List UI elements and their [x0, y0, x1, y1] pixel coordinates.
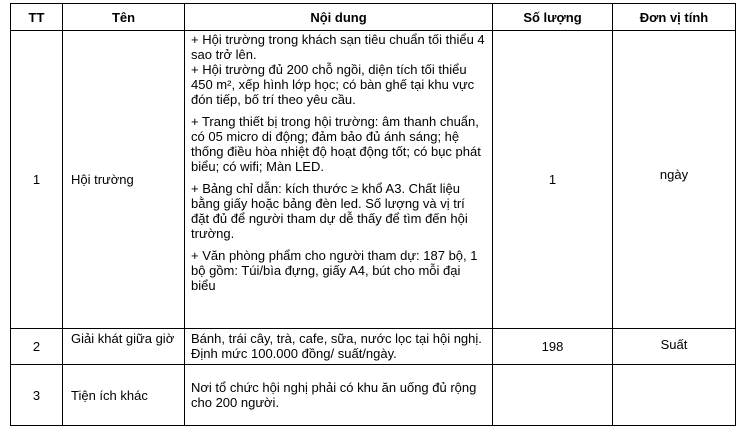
- table-row: [11, 365, 736, 426]
- content-paragraph: + Văn phòng phẩm cho người tham dự: 187 bộ, 1 bộ gồm: Túi/bìa đựng, giấy A4, bút cho mỗi đại biểu: [191, 248, 478, 293]
- header-don-vi: Đơn vị tính: [613, 4, 736, 31]
- item-unit: Suất: [613, 329, 736, 365]
- item-name: Hội trường: [63, 31, 185, 329]
- requirements-table: [10, 3, 736, 426]
- item-name: Tiện ích khác: [63, 365, 185, 426]
- header-tt: TT: [11, 4, 63, 31]
- row-number: 3: [11, 365, 63, 426]
- header-ten: Tên: [63, 4, 185, 31]
- item-unit: [613, 365, 736, 426]
- table-row: [11, 329, 736, 365]
- row-number: 2: [11, 329, 63, 365]
- row-number: 1: [11, 31, 63, 329]
- header-noi-dung: Nội dung: [185, 4, 493, 31]
- item-content: Nơi tổ chức hội nghị phải có khu ăn uống đủ rộng cho 200 người.: [185, 365, 493, 426]
- item-content: [185, 31, 493, 329]
- item-quantity: [493, 365, 613, 426]
- item-quantity: 1: [493, 31, 613, 329]
- item-name: Giải khát giữa giờ: [63, 329, 185, 365]
- content-paragraph: + Hội trường trong khách sạn tiêu chuẩn tối thiểu 4 sao trở lên. + Hội trường đủ 200 chỗ ngồi, diện tích tối thiểu 450 m², xếp hình lớp học; có bàn ghế tại khu vực đón tiếp, bố trí theo yêu cầu.: [191, 32, 485, 107]
- content-paragraph: + Bảng chỉ dẫn: kích thước ≥ khổ A3. Chất liệu bằng giấy hoặc bảng đèn led. Số lượng và vị trí đặt đủ để người tham dự dễ thấy để tìm đến hội trường.: [191, 181, 468, 241]
- header-so-luong: Số lượng: [493, 4, 613, 31]
- table-row: [11, 31, 736, 329]
- header-row: [11, 4, 736, 31]
- item-unit: ngày: [613, 31, 736, 329]
- item-content: Bánh, trái cây, trà, cafe, sữa, nước lọc tại hội nghị. Định mức 100.000 đồng/ suất/ngày.: [185, 329, 493, 365]
- content-paragraph: + Trang thiết bị trong hội trường: âm thanh chuẩn, có 05 micro di động; đảm bảo đủ ánh sáng; hệ thống điều hòa nhiệt độ hoạt động tốt; có bục phát biểu; có wifi; Màn LED.: [191, 114, 481, 174]
- item-quantity: 198: [493, 329, 613, 365]
